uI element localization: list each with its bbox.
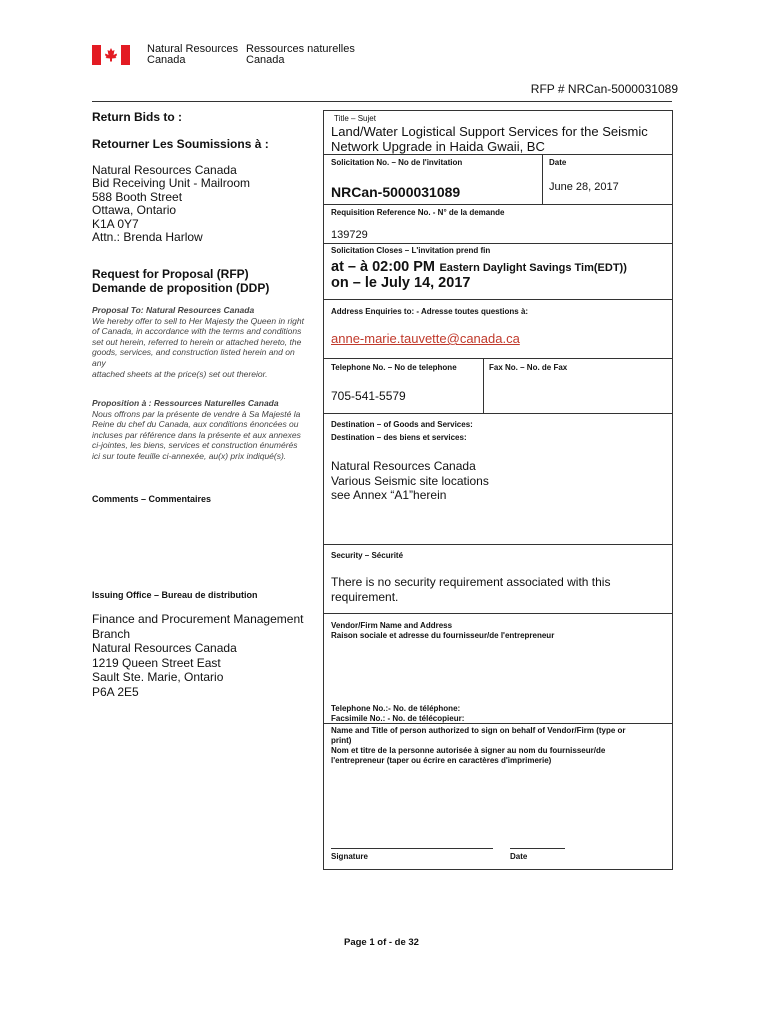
closes-label: Solicitation Closes – L'invitation prend fin bbox=[331, 246, 491, 255]
proposal-fr-line: ici sur toute feuille ci-annexée, au(x) prix indiqué(s). bbox=[92, 450, 287, 461]
signature-date-label: Date bbox=[510, 852, 528, 861]
org-name-fr-line2: Canada bbox=[246, 54, 285, 66]
divider bbox=[323, 358, 673, 359]
return-bids-en: Return Bids to : bbox=[92, 110, 182, 124]
name-title-fr-line: l'entrepreneur (taper ou écrire en caractères d'imprimerie) bbox=[331, 756, 552, 765]
address-line: Natural Resources Canada bbox=[92, 163, 237, 177]
proposal-en-line: of Canada, in accordance with the terms and conditions bbox=[92, 326, 302, 337]
org-name-en bbox=[147, 44, 238, 66]
security-label: Security – Sécurité bbox=[331, 551, 404, 560]
return-bids-fr: Retourner Les Soumissions à : bbox=[92, 137, 269, 151]
name-title-line: print) bbox=[331, 736, 352, 745]
name-title-label bbox=[331, 726, 626, 766]
issue-date: June 28, 2017 bbox=[549, 181, 619, 193]
closes-time-value: at – à 02:00 PM bbox=[331, 259, 435, 275]
telephone-label: Telephone No. – No de telephone bbox=[331, 363, 457, 372]
solicitation-label: Solicitation No. – No de l'invitation bbox=[331, 158, 463, 167]
divider bbox=[323, 299, 673, 300]
rfp-type-en: Request for Proposal (RFP) bbox=[92, 267, 249, 281]
divider bbox=[323, 544, 673, 545]
issuing-line: Finance and Procurement Management bbox=[92, 612, 304, 626]
address-line: Ottawa, Ontario bbox=[92, 203, 177, 218]
telephone-number: 705-541-5579 bbox=[331, 389, 406, 403]
title-line: Land/Water Logistical Support Services for the Seismic bbox=[331, 124, 648, 139]
org-name-fr bbox=[246, 44, 355, 66]
closes-time bbox=[331, 258, 627, 276]
divider bbox=[323, 243, 673, 244]
signature-date-line[interactable] bbox=[510, 848, 565, 849]
org-name-en-line1: Natural Resources bbox=[147, 43, 239, 55]
address-line: Bid Receiving Unit - Mailroom bbox=[92, 176, 251, 191]
proposal-to-en-heading: Proposal To: Natural Resources Canada bbox=[92, 305, 255, 315]
proposal-en-line: We hereby offer to sell to Her Majesty the Queen in right bbox=[92, 315, 304, 326]
signature-label: Signature bbox=[331, 852, 368, 861]
divider bbox=[323, 154, 673, 155]
requisition-number: 139729 bbox=[331, 229, 368, 241]
rfp-type-fr: Demande de proposition (DDP) bbox=[92, 281, 270, 295]
issuing-line: 1219 Queen Street East bbox=[92, 655, 221, 670]
divider bbox=[323, 723, 673, 724]
destination-line: see Annex “A1”herein bbox=[331, 488, 447, 503]
destination-label-fr: Destination – des biens et services: bbox=[331, 433, 467, 442]
proposal-en-line: any bbox=[92, 357, 106, 368]
issuing-line: Branch bbox=[92, 626, 131, 641]
closes-date: on – le July 14, 2017 bbox=[331, 275, 471, 291]
proposal-en-line: attached sheets at the price(s) set out thereior. bbox=[92, 368, 268, 379]
title-line: Network Upgrade in Haida Gwaii, BC bbox=[331, 138, 545, 154]
issuing-line: P6A 2E5 bbox=[92, 684, 139, 699]
divider bbox=[323, 613, 673, 614]
issuing-line: Sault Ste. Marie, Ontario bbox=[92, 670, 224, 685]
issuing-office-label: Issuing Office – Bureau de distribution bbox=[92, 590, 258, 600]
security-line: requirement. bbox=[331, 589, 399, 604]
signature-line[interactable] bbox=[331, 848, 493, 849]
return-address bbox=[92, 164, 250, 244]
title-label: Title – Sujet bbox=[334, 114, 376, 123]
date-label: Date bbox=[549, 158, 567, 167]
proposal-en-line: set out herein, referred to herein or attached hereto, the bbox=[92, 336, 302, 347]
issuing-line: Natural Resources Canada bbox=[92, 641, 237, 656]
solicitation-number: NRCan-5000031089 bbox=[331, 184, 461, 200]
destination-label-en: Destination – of Goods and Services: bbox=[331, 420, 473, 429]
org-name-en-line2: Canada bbox=[147, 54, 186, 66]
name-title-fr-line: Nom et titre de la personne autorisée à signer au nom du fournisseur/de bbox=[331, 746, 606, 755]
divider bbox=[323, 204, 673, 205]
security-line: There is no security requirement associated with this bbox=[331, 575, 611, 589]
requisition-label: Requisition Reference No. - N° de la demande bbox=[331, 208, 505, 217]
closes-timezone: Eastern Daylight Savings Tim(EDT)) bbox=[439, 262, 627, 274]
rfp-number: RFP # NRCan-5000031089 bbox=[530, 82, 678, 96]
enquiries-email-link[interactable]: anne-marie.tauvette@canada.ca bbox=[331, 331, 520, 346]
destination-line: Various Seismic site locations bbox=[331, 473, 489, 488]
proposal-to-en-block bbox=[92, 305, 317, 379]
enquiries-label: Address Enquiries to: - Adresse toutes questions à: bbox=[331, 307, 529, 316]
name-title-line: Name and Title of person authorized to sign on behalf of Vendor/Firm (type or bbox=[331, 726, 626, 735]
proposal-fr-line: incluses par référence dans la présente et aux annexes bbox=[92, 429, 301, 440]
proposal-to-fr-block bbox=[92, 398, 317, 462]
vendor-label-en: Vendor/Firm Name and Address bbox=[331, 621, 453, 630]
vendor-label-fr: Raison sociale et adresse du fournisseur/de l'entrepreneur bbox=[331, 631, 555, 640]
comments-label: Comments – Commentaires bbox=[92, 494, 212, 504]
org-name-fr-line1: Ressources naturelles bbox=[246, 43, 355, 55]
divider bbox=[542, 154, 543, 204]
canada-flag-logo bbox=[92, 45, 130, 65]
security-value bbox=[331, 575, 610, 604]
proposal-en-line: goods, services, and construction listed herein and on bbox=[92, 347, 295, 358]
destination-line: Natural Resources Canada bbox=[331, 459, 476, 473]
title-value bbox=[331, 125, 648, 154]
header-divider bbox=[92, 101, 672, 102]
address-line: 588 Booth Street bbox=[92, 189, 183, 204]
proposal-to-fr-heading: Proposition à : Ressources Naturelles Canada bbox=[92, 398, 279, 408]
vendor-fax-label: Facsimile No.: - No. de télécopieur: bbox=[331, 714, 465, 723]
destination-value bbox=[331, 459, 489, 503]
divider bbox=[483, 358, 484, 413]
proposal-fr-line: Reine du chef du Canada, aux conditions énoncées ou bbox=[92, 419, 299, 430]
address-line: K1A 0Y7 bbox=[92, 216, 139, 231]
proposal-fr-line: Nous offrons par la présente de vendre à Sa Majesté la bbox=[92, 408, 301, 419]
page-number: Page 1 of - de 32 bbox=[344, 937, 419, 948]
issuing-address bbox=[92, 612, 303, 700]
proposal-fr-line: ci-jointes, les biens, services et construction énumérés bbox=[92, 440, 298, 451]
divider bbox=[323, 413, 673, 414]
vendor-telephone-label: Telephone No.:- No. de téléphone: bbox=[331, 704, 461, 713]
address-line: Attn.: Brenda Harlow bbox=[92, 230, 203, 245]
fax-label: Fax No. – No. de Fax bbox=[489, 363, 568, 372]
